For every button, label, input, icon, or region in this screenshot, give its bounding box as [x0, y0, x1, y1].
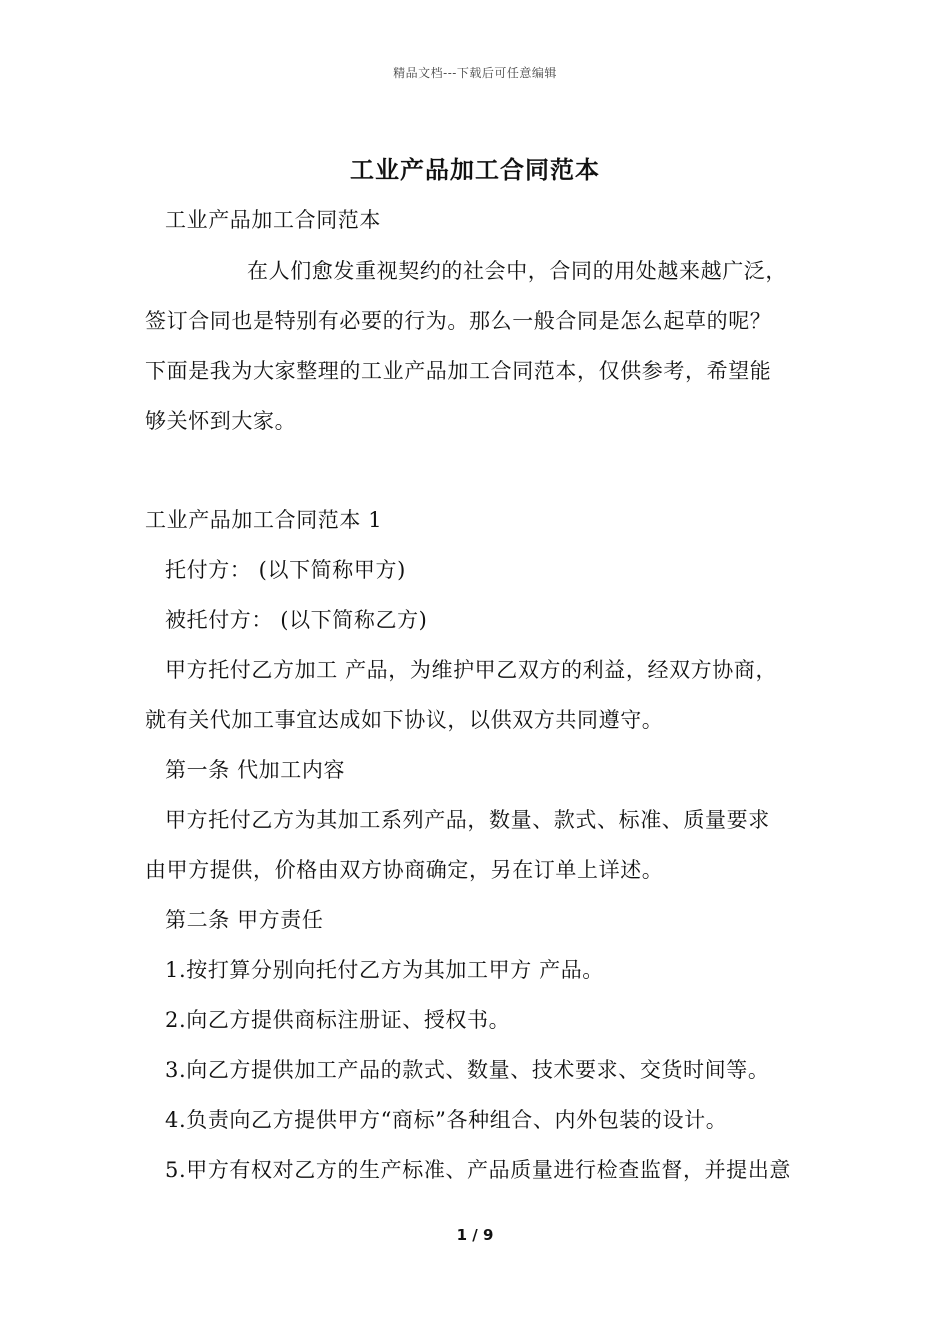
article-2-item-5: 5.甲方有权对乙方的生产标准、产品质量进行检查监督，并提出意: [165, 1158, 792, 1182]
article-1-heading: 第一条 代加工内容: [165, 758, 346, 782]
page-number: 1 / 9: [456, 1226, 494, 1244]
party-a-line: 托付方： (以下简称甲方): [165, 558, 406, 582]
party-b-line: 被托付方： (以下简称乙方): [165, 608, 428, 632]
intro-line-3: 下面是我为大家整理的工业产品加工合同范本，仅供参考，希望能: [145, 359, 772, 383]
intro-line-1: 在人们愈发重视契约的社会中，合同的用处越来越广泛，: [247, 259, 787, 283]
article-2-item-3: 3.向乙方提供加工产品的款式、数量、技术要求、交货时间等。: [165, 1058, 770, 1082]
document-title: 工业产品加工合同范本: [350, 155, 600, 184]
article-1-line-2: 由甲方提供，价格由双方协商确定，另在订单上详述。: [145, 858, 664, 882]
article-2-item-2: 2.向乙方提供商标注册证、授权书。: [165, 1008, 511, 1032]
article-2-item-1: 1.按打算分别向托付乙方为其加工甲方 产品。: [165, 958, 604, 982]
page-header: 精品文档---下载后可任意编辑: [393, 66, 557, 80]
section-heading: 工业产品加工合同范本 1: [145, 508, 383, 532]
article-1-line-1: 甲方托付乙方为其加工系列产品，数量、款式、标准、质量要求: [165, 808, 770, 832]
article-2-heading: 第二条 甲方责任: [165, 908, 324, 932]
intro-line-2: 签订合同也是特别有必要的行为。那么一般合同是怎么起草的呢？: [145, 309, 772, 333]
agreement-line-1: 甲方托付乙方加工 产品，为维护甲乙双方的利益，经双方协商，: [165, 658, 778, 682]
agreement-line-2: 就有关代加工事宜达成如下协议，以供双方共同遵守。: [145, 708, 664, 732]
intro-line-4: 够关怀到大家。: [145, 409, 297, 433]
subtitle-line: 工业产品加工合同范本: [165, 208, 381, 232]
article-2-item-4: 4.负责向乙方提供甲方“商标”各种组合、内外包装的设计。: [165, 1108, 728, 1132]
